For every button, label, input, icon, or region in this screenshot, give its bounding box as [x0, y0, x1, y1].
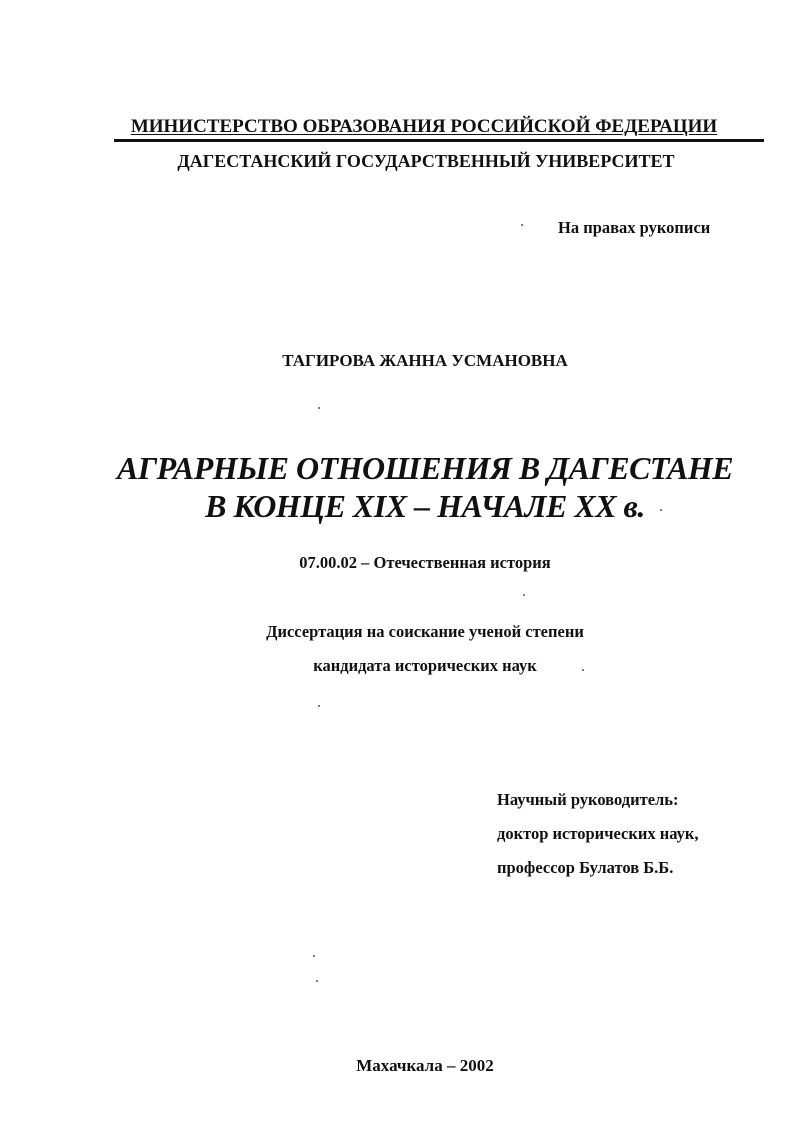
supervisor-name: профессор Булатов Б.Б.: [497, 858, 674, 877]
scan-speck: [582, 669, 584, 671]
scan-speck: [318, 407, 320, 409]
scan-speck: [660, 509, 662, 511]
author-name: ТАГИРОВА ЖАННА УСМАНОВНА: [282, 351, 568, 370]
dissertation-title-line-1: АГРАРНЫЕ ОТНОШЕНИЯ В ДАГЕСТАНЕ: [116, 450, 734, 486]
scan-speck: [521, 224, 523, 226]
place-and-year: Махачкала – 2002: [356, 1056, 494, 1075]
university-heading: ДАГЕСТАНСКИЙ ГОСУДАРСТВЕННЫЙ УНИВЕРСИТЕТ: [177, 151, 675, 171]
scan-speck: [313, 955, 315, 957]
manuscript-note: На правах рукописи: [558, 218, 711, 237]
supervisor-label: Научный руководитель:: [497, 790, 679, 809]
scan-speck: [318, 705, 320, 707]
scan-speck: [316, 980, 318, 982]
scan-speck: [523, 594, 525, 596]
degree-statement-line-2: кандидата исторических наук: [313, 656, 537, 675]
degree-statement-line-1: Диссертация на соискание ученой степени: [266, 622, 584, 641]
dissertation-title-line-2: В КОНЦЕ XIX – НАЧАЛЕ XX в.: [205, 488, 645, 524]
supervisor-rank: доктор исторических наук,: [497, 824, 699, 843]
header-divider: [114, 139, 764, 142]
specialty-code: 07.00.02 – Отечественная история: [299, 553, 551, 572]
ministry-heading: МИНИСТЕРСТВО ОБРАЗОВАНИЯ РОССИЙСКОЙ ФЕДЕРАЦИИ: [130, 116, 718, 137]
